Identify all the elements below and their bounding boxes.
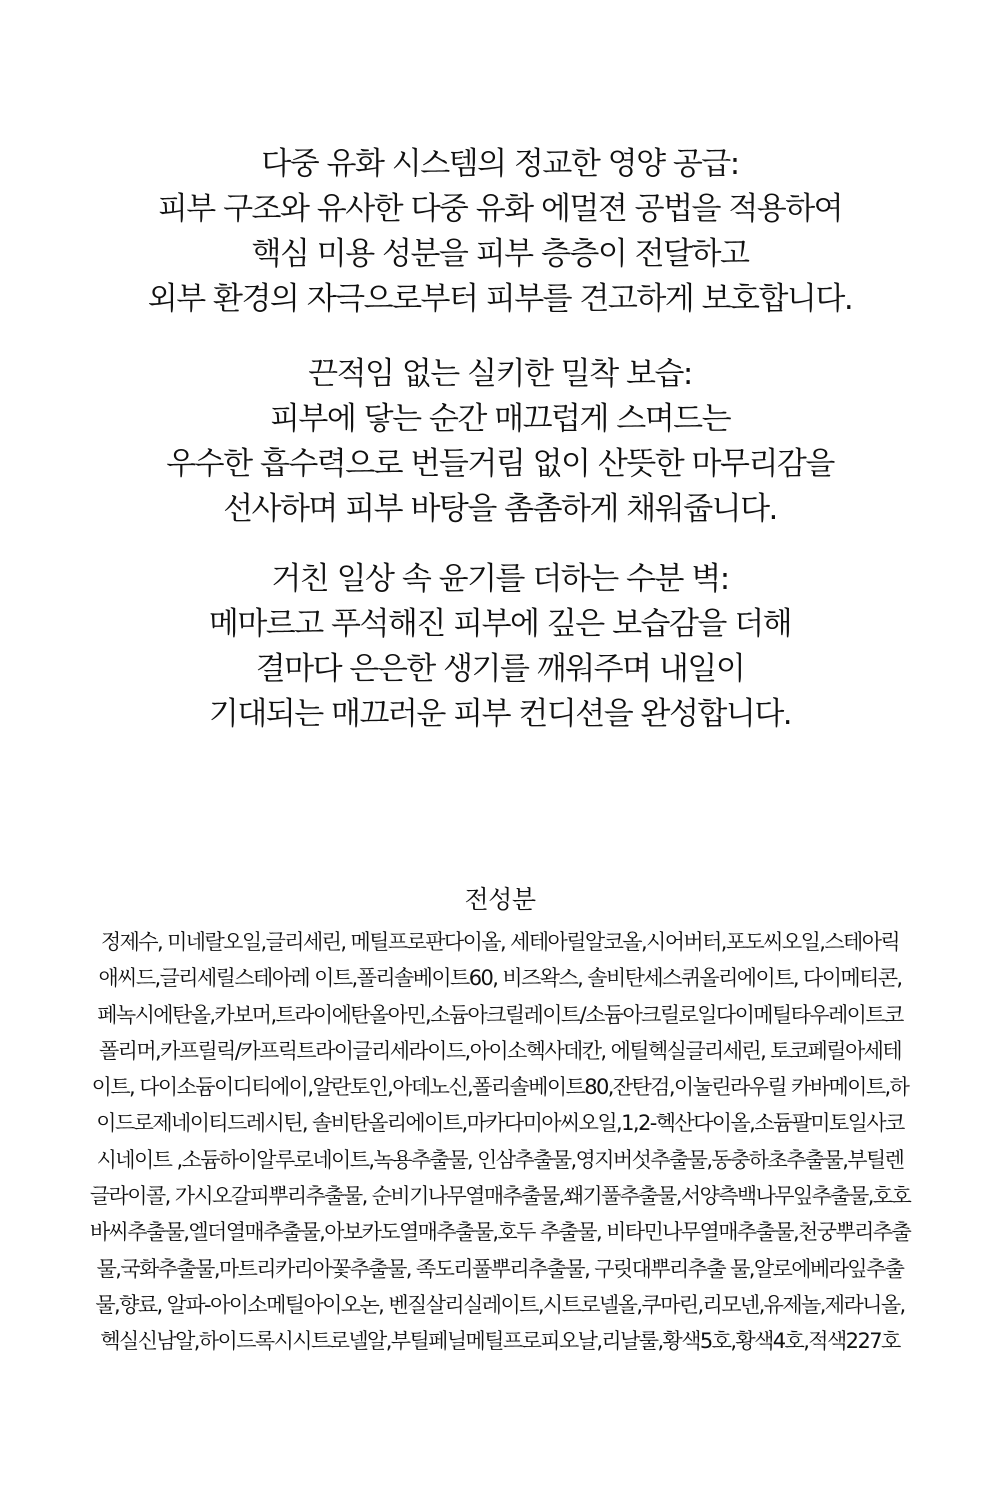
- feature-block-multi-emulsion: [0, 142, 1000, 322]
- feature-line: 메마르고 푸석해진 피부에 깊은 보습감을 더해: [208, 606, 792, 642]
- feature-line: 피부 구조와 유사한 다중 유화 에멀젼 공법을 적용하여: [157, 191, 843, 227]
- feature-heading: 다중 유화 시스템의 정교한 영양 공급:: [261, 146, 739, 182]
- ingredients-line: 정제수, 미네랄오일,글리세린, 메틸프로판다이올, 세테아릴알코올,시어버터,포도씨오일,스테아릭: [100, 930, 900, 954]
- feature-line: 선사하며 피부 바탕을 촘촘하게 채워줍니다.: [223, 491, 777, 527]
- feature-line: 우수한 흡수력으로 번들거림 없이 산뜻한 마무리감을: [166, 446, 834, 482]
- feature-line: 피부에 닿는 순간 매끄럽게 스며드는: [269, 401, 731, 437]
- feature-heading: 끈적임 없는 실키한 밀착 보습:: [308, 356, 692, 392]
- ingredients-line: 물,국화추출물,마트리카리아꽃추출물, 족도리풀뿌리추출물, 구릿대뿌리추출 물,알로에베라잎추출: [96, 1256, 904, 1281]
- feature-line: 핵심 미용 성분을 피부 층층이 전달하고: [251, 236, 749, 272]
- feature-line: 결마다 은은한 생기를 깨워주며 내일이: [255, 651, 745, 687]
- feature-line: 기대되는 매끄러운 피부 컨디션을 완성합니다.: [208, 696, 792, 732]
- ingredients-section: [0, 880, 1000, 1360]
- ingredients-line: 글라이콜, 가시오갈피뿌리추출물, 순비기나무열매추출물,쐐기풀추출물,서양측백나무잎추출물,호호: [89, 1184, 911, 1209]
- ingredients-line: 이드로제네이티드레시틴, 솔비탄올리에이트,마카다미아씨오일,1,2-헥산다이올,소듐팔미토일사코: [96, 1111, 904, 1136]
- ingredients-line: 이트, 다이소듐이디티에이,알란토인,아데노신,폴리솔베이트80,잔탄검,이눌린라우릴 카바메이트,하: [91, 1075, 909, 1100]
- ingredients-line: 물,향료, 알파-아이소메틸아이오논, 벤질살리실레이트,시트로넬올,쿠마린,리모넨,유제놀,제라니올,: [95, 1292, 905, 1317]
- ingredients-line: 바씨추출물,엘더열매추출물,아보카도열매추출물,호두 추출물, 비타민나무열매추출물,천궁뿌리추출: [89, 1220, 911, 1245]
- feature-line: 외부 환경의 자극으로부터 피부를 견고하게 보호합니다.: [147, 281, 853, 317]
- ingredients-line: 헥실신남알,하이드록시시트로넬알,부틸페닐메틸프로피오날,리날룰,황색5호,황색4호,적색227호: [100, 1329, 900, 1354]
- ingredients-title: 전성분: [464, 885, 536, 914]
- feature-heading: 거친 일상 속 윤기를 더하는 수분 벽:: [271, 561, 729, 597]
- feature-block-silky-moisture: [0, 352, 1000, 532]
- ingredients-line: 시네이트 ,소듐하이알루로네이트,녹용추출물, 인삼추출물,영지버섯추출물,동충하초추출물,부틸렌: [96, 1147, 904, 1172]
- ingredients-line: 애씨드,글리세릴스테아레 이트,폴리솔베이트60, 비즈왁스, 솔비탄세스퀴올리에이트, 다이메티콘,: [98, 966, 902, 991]
- ingredients-line: 폴리머,카프릴릭/카프릭트라이글리세라이드,아이소헥사데칸, 에틸헥실글리세린, 토코페릴아세테: [98, 1038, 902, 1063]
- feature-block-moisture-barrier: [0, 557, 1000, 737]
- ingredients-line: 페녹시에탄올,카보머,트라이에탄올아민,소듐아크릴레이트/소듐아크릴로일다이메틸타우레이트코: [97, 1002, 903, 1027]
